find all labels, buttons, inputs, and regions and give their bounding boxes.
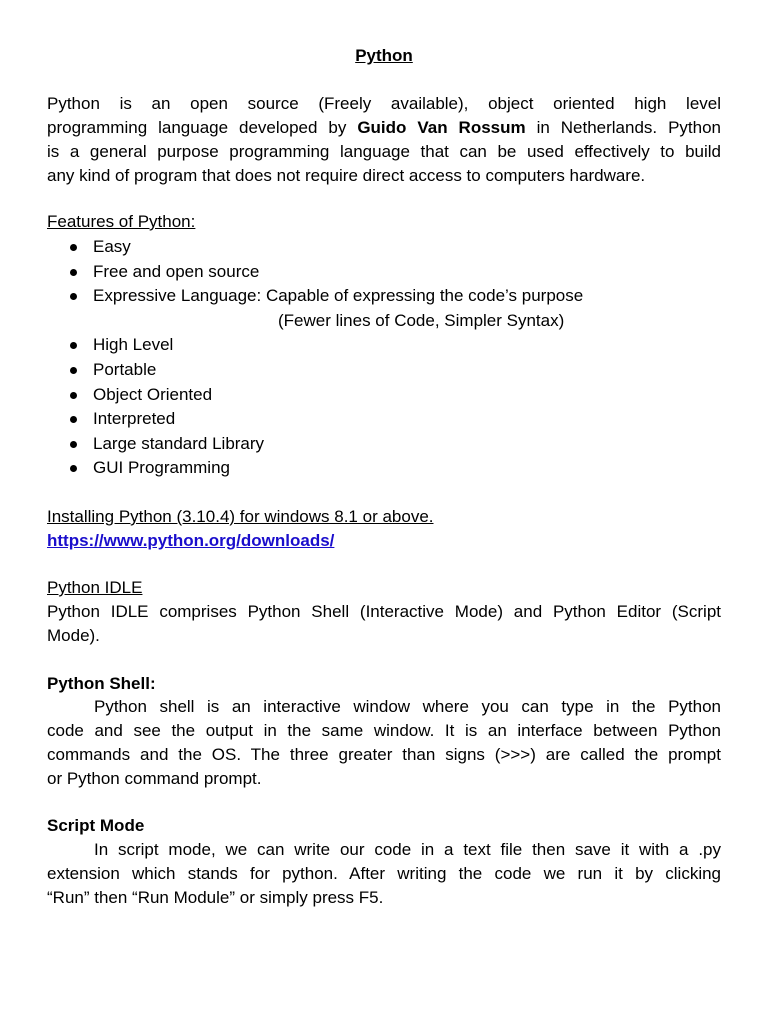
- bullet-icon: [70, 441, 77, 448]
- features-heading: Features of Python:: [47, 212, 196, 231]
- list-item: [70, 333, 583, 358]
- script-line-2: extension which stands for python. After writing the code we run it by clicking: [47, 864, 721, 883]
- intro-line-4: any kind of program that does not require direct access to computers hardware.: [47, 166, 646, 185]
- list-item-label: GUI Programming: [93, 458, 230, 478]
- script-line-3: “Run” then “Run Module” or simply press F5.: [47, 888, 384, 907]
- list-item-label: Interpreted: [93, 409, 176, 429]
- bullet-icon: [70, 293, 77, 300]
- intro-line-1: Python is an open source (Freely available), object oriented high level: [47, 94, 721, 113]
- download-link-row: [47, 529, 721, 553]
- list-item-label: Object Oriented: [93, 384, 213, 404]
- shell-heading: Python Shell:: [47, 674, 156, 693]
- idle-heading: Python IDLE: [47, 578, 143, 597]
- idle-line-1: Python IDLE comprises Python Shell (Interactive Mode) and Python Editor (Script: [47, 602, 721, 621]
- list-item: [70, 432, 583, 457]
- list-item-label: Expressive Language: Capable of expressing the code’s purpose: [93, 286, 584, 306]
- list-item: [70, 407, 583, 432]
- idle-line-2: Mode).: [47, 626, 100, 645]
- list-item: [70, 260, 583, 285]
- list-item: [70, 383, 583, 408]
- shell-line-1: Python shell is an interactive window where you can type in the Python: [94, 697, 721, 716]
- shell-line-3: commands and the OS. The three greater than signs (>>>) are called the prompt: [47, 745, 721, 764]
- bullet-icon: [70, 269, 77, 276]
- script-heading: Script Mode: [47, 816, 145, 835]
- install-heading: Installing Python (3.10.4) for windows 8.1 or above.: [47, 507, 434, 526]
- page-title: Python: [355, 46, 413, 65]
- script-line-1: In script mode, we can write our code in a text file then save it with a .py: [94, 840, 721, 859]
- bullet-icon: [70, 416, 77, 423]
- list-item: [70, 358, 583, 383]
- list-item-label: Large standard Library: [93, 433, 265, 453]
- bullet-icon: [70, 465, 77, 472]
- list-item-label: Free and open source: [93, 261, 260, 281]
- intro-line-3: is a general purpose programming language that can be used effectively to build: [47, 142, 721, 161]
- expressive-note: (Fewer lines of Code, Simpler Syntax): [278, 310, 565, 330]
- list-item: [70, 235, 583, 260]
- intro-line-2-start: programming language developed by: [47, 118, 358, 137]
- list-item-label: Easy: [93, 237, 131, 256]
- author-name: Guido Van Rossum: [357, 118, 526, 137]
- features-list: [70, 235, 583, 481]
- bullet-icon: [70, 244, 77, 251]
- intro-line-2: [47, 116, 721, 140]
- shell-line-4: or Python command prompt.: [47, 769, 262, 788]
- list-item-note: [70, 309, 583, 334]
- list-item: [70, 284, 583, 309]
- bullet-icon: [70, 392, 77, 399]
- list-item: [70, 456, 583, 481]
- bullet-icon: [70, 367, 77, 374]
- bullet-icon: [70, 342, 77, 349]
- shell-line-2: code and see the output in the same window. It is an interface between Python: [47, 721, 721, 740]
- list-item-label: High Level: [93, 335, 174, 355]
- list-item-label: Portable: [93, 359, 157, 379]
- download-link[interactable]: https://www.python.org/downloads/: [47, 531, 335, 550]
- intro-line-2-end: in Netherlands. Python: [525, 118, 722, 137]
